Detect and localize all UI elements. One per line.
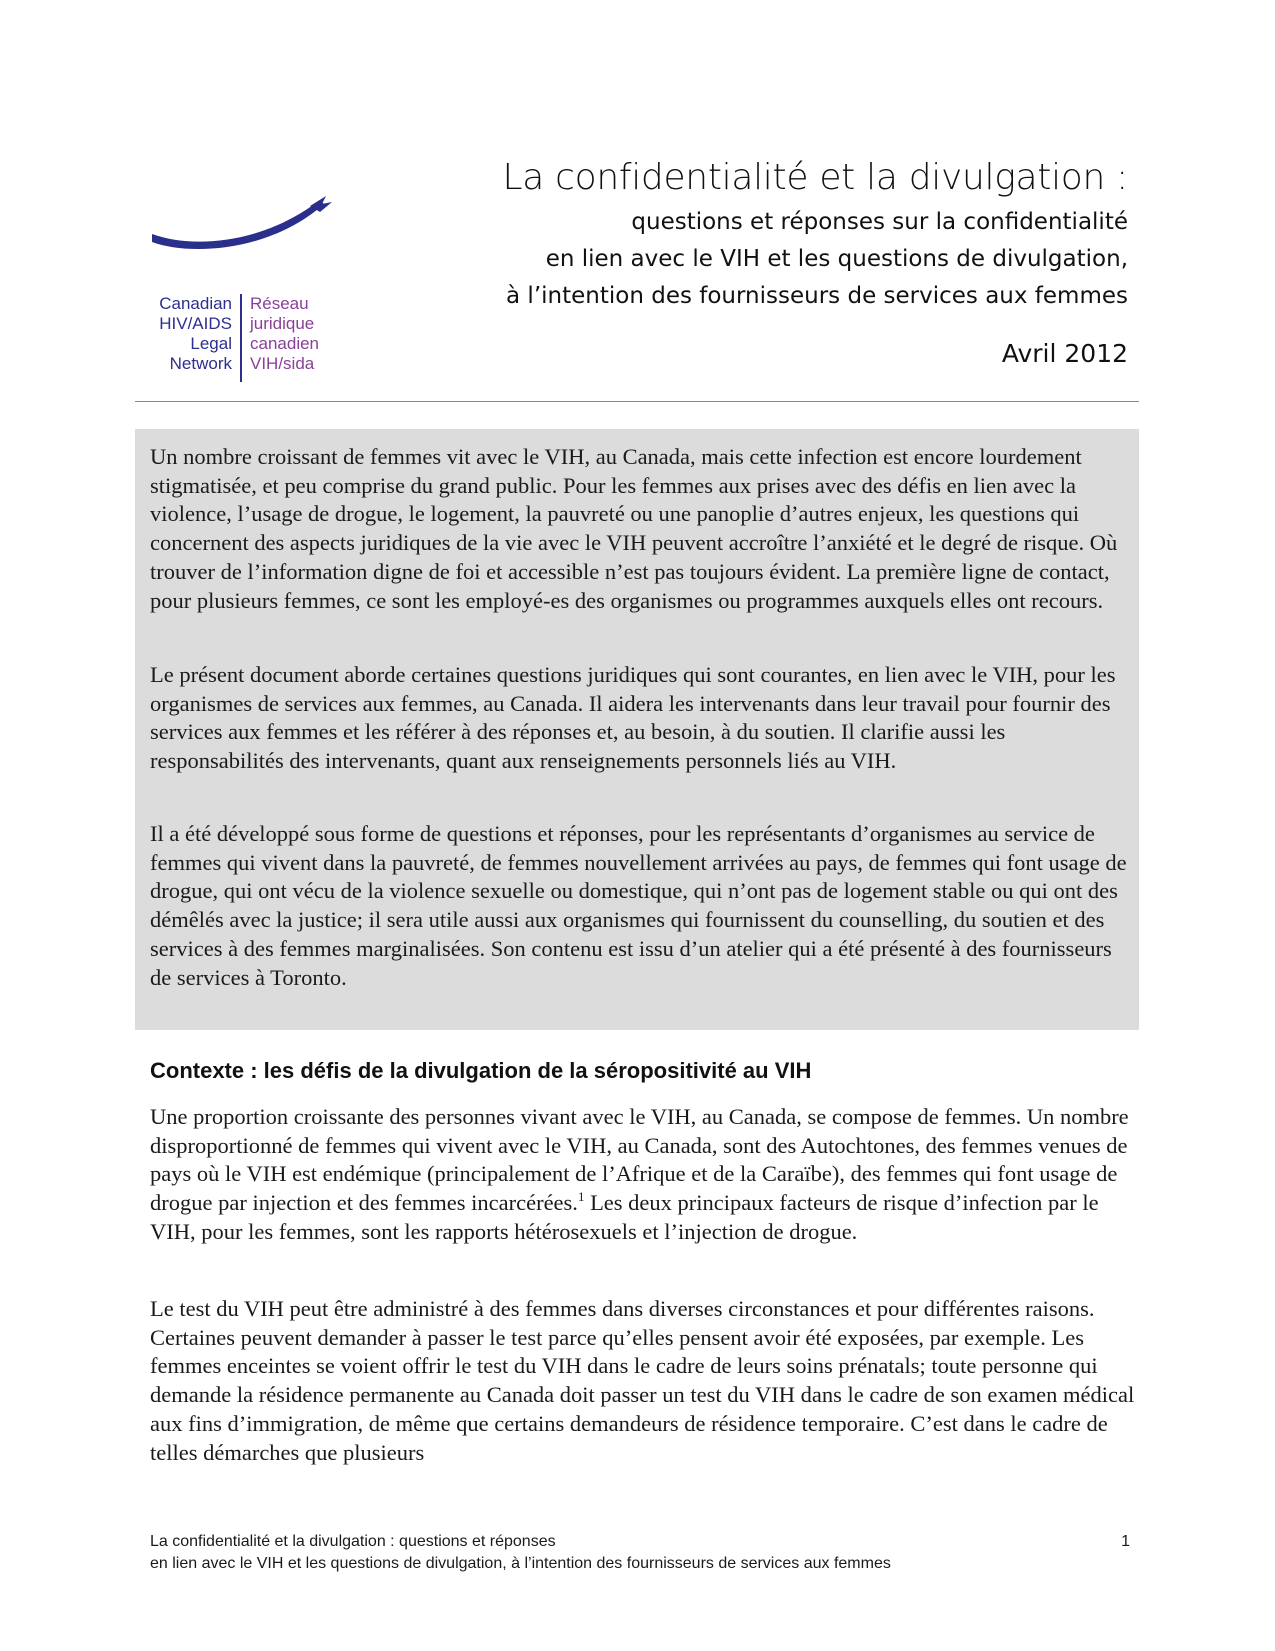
publication-date: Avril 2012 xyxy=(1001,339,1128,368)
document-title: La confidentialité et la divulgation : xyxy=(502,157,1128,198)
intro-box xyxy=(135,429,1139,1030)
intro-paragraph-2: Le présent document aborde certaines questions juridiques qui sont courantes, en lien avec le VIH, pour les organismes de services aux femmes, au Canada. Il aidera les intervenants dans leur travail pour fournir des services aux femmes et les référer à des réponses et, au besoin, à du soutien. Il clarifie aussi les responsabilités des intervenants, quant aux renseignements personnels liés au VIH. xyxy=(150,662,1116,774)
organization-logo xyxy=(150,196,335,386)
intro-paragraph-1: Un nombre croissant de femmes vit avec le VIH, au Canada, mais cette infection est encore lourdement stigmatisée, et peu comprise du grand public. Pour les femmes aux prises avec des défis en lien avec la violence, l’usage de drogue, le logement, la pauvreté ou une panoplie d’autres enjeux, les questions qui concernent des aspects juridiques de la vie avec le VIH peuvent accroître l’anxiété et le degré de risque. Où trouver de l’information digne de foi et accessible n’est pas toujours évident. La première ligne de contact, pour plusieurs femmes, ce sont les employé-es des organismes ou programmes auxquels elles ont recours. xyxy=(150,444,1118,613)
body-paragraph-1: Une proportion croissante des personnes vivant avec le VIH, au Canada, se compose de femmes. Un nombre disproportionné de femmes qui vivent avec le VIH, au Canada, sont des Autochtones, des femmes venues de pays où le VIH est endémique (principalement de l’Afrique et de la Caraïbe), des femmes qui font usage de drogue par injection et des femmes incarcérées.$^1$ Les deux principaux facteurs de risque d’infection par le VIH, pour les femmes, sont les rapports hétérosexuels et l’injection de drogue. xyxy=(150,1104,1129,1244)
swoosh-logo-icon xyxy=(150,196,335,256)
footnote-marker[interactable]: 1 xyxy=(577,1189,585,1205)
intro-paragraph-3: Il a été développé sous forme de questions et réponses, pour les représentants d’organismes au service de femmes qui vivent dans la pauvreté, de femmes nouvellement arrivées au pays, de femmes qui font usage de drogue, qui ont vécu de la violence sexuelle ou domestique, qui n’ont pas de logement stable ou qui ont des démêlés avec la justice; il sera utile aussi aux organismes qui fournissent du counselling, du soutien et des services à des femmes marginalisées. Son contenu est issu d’un atelier qui a été présenté à des fournisseurs de services à Toronto. xyxy=(150,821,1127,990)
page-number: 1 xyxy=(1121,1533,1130,1550)
logo-english-name: Canadian HIV/AIDS Legal Network xyxy=(159,294,232,373)
section-heading: Contexte : les défis de la divulgation de la séropositivité au VIH xyxy=(150,1058,812,1083)
body-paragraph-2: Le test du VIH peut être administré à des femmes dans diverses circonstances et pour différentes raisons. Certaines peuvent demander à passer le test parce qu’elles pensent avoir été exposées, par exemple. Les femmes enceintes se voient offrir le test du VIH dans le cadre de leurs soins prénatals; toute personne qui demande la résidence permanente au Canada doit passer un test du VIH dans le cadre de son examen médical aux fins d’immigration, de même que certains demandeurs de résidence temporaire. C’est dans le cadre de telles démarches que plusieurs xyxy=(150,1296,1135,1465)
footer-line-2: en lien avec le VIH et les questions de divulgation, à l’intention des fournisseurs de services aux femmes xyxy=(150,1555,891,1572)
footer-line-1: La confidentialité et la divulgation : questions et réponses xyxy=(150,1533,556,1550)
header-divider xyxy=(135,401,1139,402)
logo-divider xyxy=(240,294,242,382)
page-footer xyxy=(150,1531,1130,1575)
logo-french-name: Réseau juridique canadien VIH/sida xyxy=(250,294,320,373)
document-subtitle: questions et réponses sur la confidentialité en lien avec le VIH et les questions de divulgation, à l’intention des fournisseurs de services aux femmes xyxy=(506,209,1128,309)
document-header xyxy=(368,155,1128,368)
